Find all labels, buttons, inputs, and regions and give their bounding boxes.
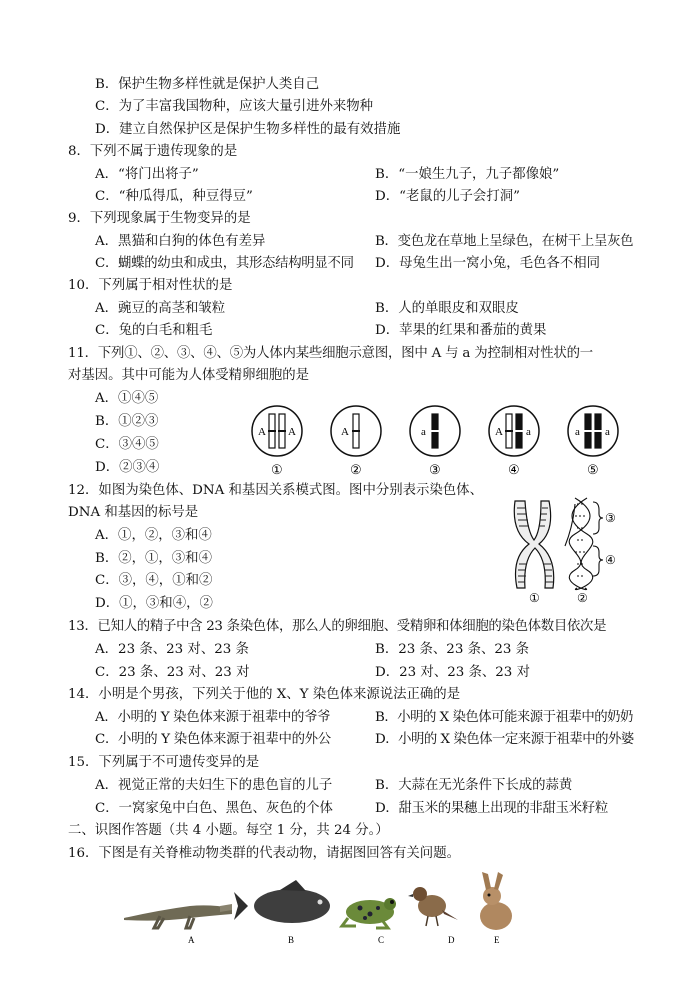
cell-4 — [489, 406, 539, 477]
animal-a-label: A — [188, 935, 195, 945]
rabbit-image — [480, 872, 512, 945]
sparrow-image — [408, 887, 458, 945]
q7-option-c: C．为了丰富我国物种，应该大量引进外来物种 — [95, 99, 374, 114]
q11-option-a: A．①④⑤ — [95, 391, 159, 406]
q8-stem: 8．下列不属于遗传现象的是 — [68, 144, 238, 159]
q11-option-d: D．②③④ — [95, 460, 160, 475]
cell-1 — [252, 406, 302, 477]
q9-option-c: C．蝴蝶的幼虫和成虫，其形态结构明显不同 — [95, 256, 354, 271]
q13-option-d: D．23 对、23 条、23 对 — [375, 665, 530, 680]
q13-stem: 13．已知人的精子中含 23 条染色体，那么人的卵细胞、受精卵和体细胞的染色体数目依次是 — [68, 619, 607, 634]
q15-option-b: B．大蒜在无光条件下长成的蒜黄 — [375, 778, 573, 793]
cell-1-right-gene: A — [288, 426, 296, 438]
cell-4-right-gene: a — [526, 426, 531, 438]
q8-option-b: B．“一娘生九子，九子都像娘” — [375, 167, 560, 182]
q14-option-a: A．小明的 Y 染色体来源于祖辈中的爷爷 — [95, 710, 331, 725]
animal-d-label: D — [448, 935, 455, 945]
q8-option-d: D．“老鼠的儿子会打洞” — [375, 189, 520, 204]
q12-option-d: D．①，③和④，② — [95, 596, 213, 611]
q7-option-d: D．建立自然保护区是保护生物多样性的最有效措施 — [95, 122, 401, 137]
label-4: ④ — [605, 553, 616, 567]
cell-3 — [410, 406, 460, 477]
q15-option-a: A．视觉正常的夫妇生下的患色盲的儿子 — [95, 778, 333, 793]
q9-stem: 9．下列现象属于生物变异的是 — [68, 211, 251, 226]
q11-stem-line2: 对基因。其中可能为人体受精卵细胞的是 — [68, 368, 310, 383]
q14-stem: 14．小明是个男孩，下列关于他的 X、Y 染色体来源说法正确的是 — [68, 687, 461, 702]
q12-chromosome-diagram — [505, 496, 630, 608]
cell-5-right-gene: a — [605, 426, 610, 438]
q9-option-d: D．母兔生出一窝小兔，毛色各不相同 — [375, 256, 600, 271]
q14-option-b: B．小明的 X 染色体可能来源于祖辈中的奶奶 — [375, 710, 633, 725]
q11-cell-diagram — [245, 402, 635, 480]
chromosome-figure — [514, 501, 553, 588]
q14-option-d: D．小明的 X 染色体一定来源于祖辈中的外婆 — [375, 732, 634, 747]
cell-1-number: ① — [271, 462, 283, 477]
q13-option-a: A．23 条、23 对、23 条 — [95, 642, 249, 657]
q9-option-a: A．黑猫和白狗的体色有差异 — [95, 234, 266, 249]
cell-2 — [331, 406, 381, 477]
q10-option-d: D．苹果的红果和番茄的黄果 — [375, 323, 547, 338]
q15-stem: 15．下列属于不可遗传变异的是 — [68, 755, 260, 770]
q14-option-c: C．小明的 Y 染色体来源于祖辈中的外公 — [95, 732, 331, 747]
q7-option-b: B．保护生物多样性就是保护人类自己 — [95, 77, 320, 92]
cell-3-gene: a — [421, 426, 426, 438]
crocodile-image — [124, 904, 232, 945]
q12-stem-line2: DNA 和基因的标号是 — [68, 505, 199, 520]
animal-c-label: C — [378, 935, 385, 945]
label-3: ③ — [605, 511, 616, 525]
q9-option-b: B．变色龙在草地上呈绿色，在树干上呈灰色 — [375, 234, 634, 249]
label-2: ② — [577, 591, 588, 605]
cell-2-gene: A — [341, 426, 349, 438]
fish-image — [234, 880, 330, 945]
q10-option-c: C．兔的白毛和粗毛 — [95, 323, 213, 338]
frog-image — [342, 898, 396, 945]
animal-e-label: E — [494, 935, 500, 945]
q11-option-c: C．③④⑤ — [95, 437, 159, 452]
cell-3-number: ③ — [429, 462, 441, 477]
cell-5 — [568, 406, 618, 477]
cell-5-number: ⑤ — [587, 462, 599, 477]
cell-5-left-gene: a — [575, 426, 580, 438]
q11-stem-line1: 11．下列①、②、③、④、⑤为人体内某些细胞示意图，图中 A 与 a 为控制相对性状的一 — [68, 346, 593, 361]
q15-option-d: D．甜玉米的果穗上出现的非甜玉米籽粒 — [375, 801, 608, 816]
q8-option-a: A．“将门出将子” — [95, 167, 199, 182]
q16-stem: 16．下图是有关脊椎动物类群的代表动物，请据图回答有关问题。 — [68, 846, 460, 861]
q12-option-b: B．②，①，③和④ — [95, 551, 212, 566]
q13-option-c: C．23 条、23 对、23 对 — [95, 665, 250, 680]
q12-option-c: C．③，④，①和② — [95, 573, 213, 588]
dna-helix — [565, 498, 593, 590]
cell-4-left-gene: A — [495, 426, 503, 438]
cell-1-left-gene: A — [258, 426, 266, 438]
q16-animals-figure — [120, 870, 530, 950]
q10-stem: 10．下列属于相对性状的是 — [68, 278, 233, 293]
q8-option-c: C．“种瓜得瓜，种豆得豆” — [95, 189, 253, 204]
q15-option-c: C．一窝家兔中白色、黑色、灰色的个体 — [95, 801, 333, 816]
q11-option-b: B．①②③ — [95, 414, 159, 429]
q10-option-b: B．人的单眼皮和双眼皮 — [375, 301, 519, 316]
animal-b-label: B — [288, 935, 295, 945]
section-2-heading: 二、识图作答题（共 4 小题。每空 1 分，共 24 分。） — [68, 823, 389, 838]
q10-option-a: A．豌豆的高茎和皱粒 — [95, 301, 226, 316]
q12-stem-line1: 12．如图为染色体、DNA 和基因关系模式图。图中分别表示染色体、 — [68, 483, 483, 498]
label-1: ① — [529, 591, 540, 605]
q12-option-a: A．①，②，③和④ — [95, 528, 212, 543]
cell-4-number: ④ — [508, 462, 520, 477]
cell-2-number: ② — [350, 462, 362, 477]
q13-option-b: B．23 条、23 条、23 条 — [375, 642, 530, 657]
